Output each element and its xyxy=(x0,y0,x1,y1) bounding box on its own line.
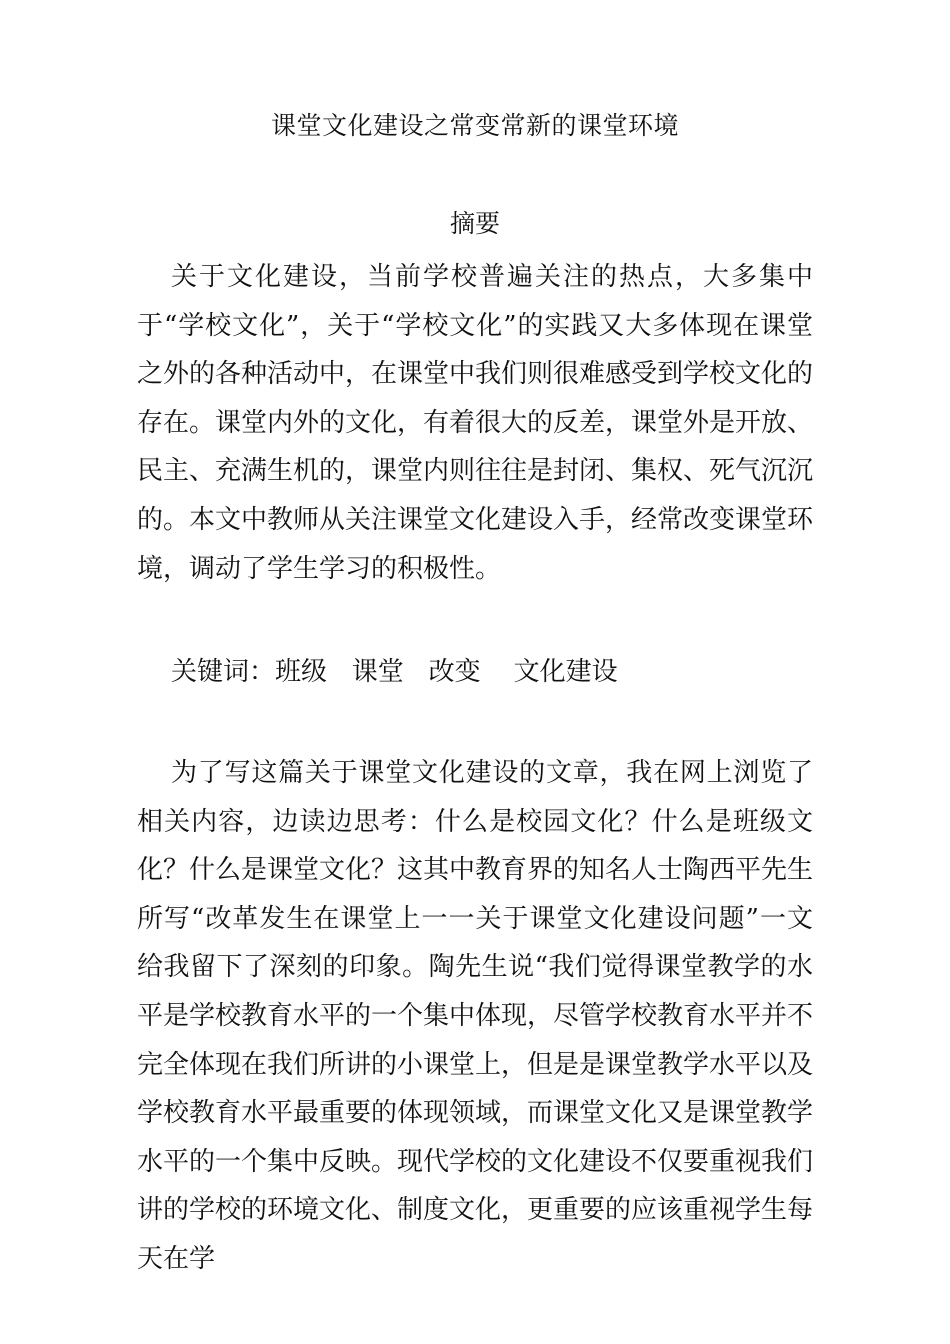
keywords-line: 关键词：班级 课堂 改变 文化建设 xyxy=(171,657,618,687)
document-title: 课堂文化建设之常变常新的课堂环境 xyxy=(270,111,679,140)
abstract-heading: 摘要 xyxy=(449,209,500,238)
body-paragraph: 为了写这篇关于课堂文化建设的文章，我在网上浏览了相关内容，边读边思考：什么是校园文化？什么是班级文化？什么是课堂文化？这其中教育界的知名人士陶西平先生所写“改革发生在课堂上一一关于课堂文化建设问题”一文给我留下了深刻的印象。陶先生说“我们觉得课堂教学的水平是学校教育水平的一个集中体现，尽管学校教育水平并不完全体现在我们所讲的小课堂上，但是是课堂教学水平以及学校教育水平最重要的体现领域，而课堂文化又是课堂教学水平的一个集中反映。现代学校的文化建设不仅要重视我们讲的学校的环境文化、制度文化，更重要的应该重视学生每天在学 xyxy=(137,758,814,1274)
abstract-paragraph: 关于文化建设，当前学校普遍关注的热点，大多集中于“学校文化”，关于“学校文化”的实践又大多体现在课堂之外的各种活动中，在课堂中我们则很难感受到学校文化的存在。课堂内外的文化，有着很大的反差，课堂外是开放、民主、充满生机的，课堂内则往往是封闭、集权、死气沉沉的。本文中教师从关注课堂文化建设入手，经常改变课堂环境，调动了学生学习的积极性。 xyxy=(137,262,814,584)
